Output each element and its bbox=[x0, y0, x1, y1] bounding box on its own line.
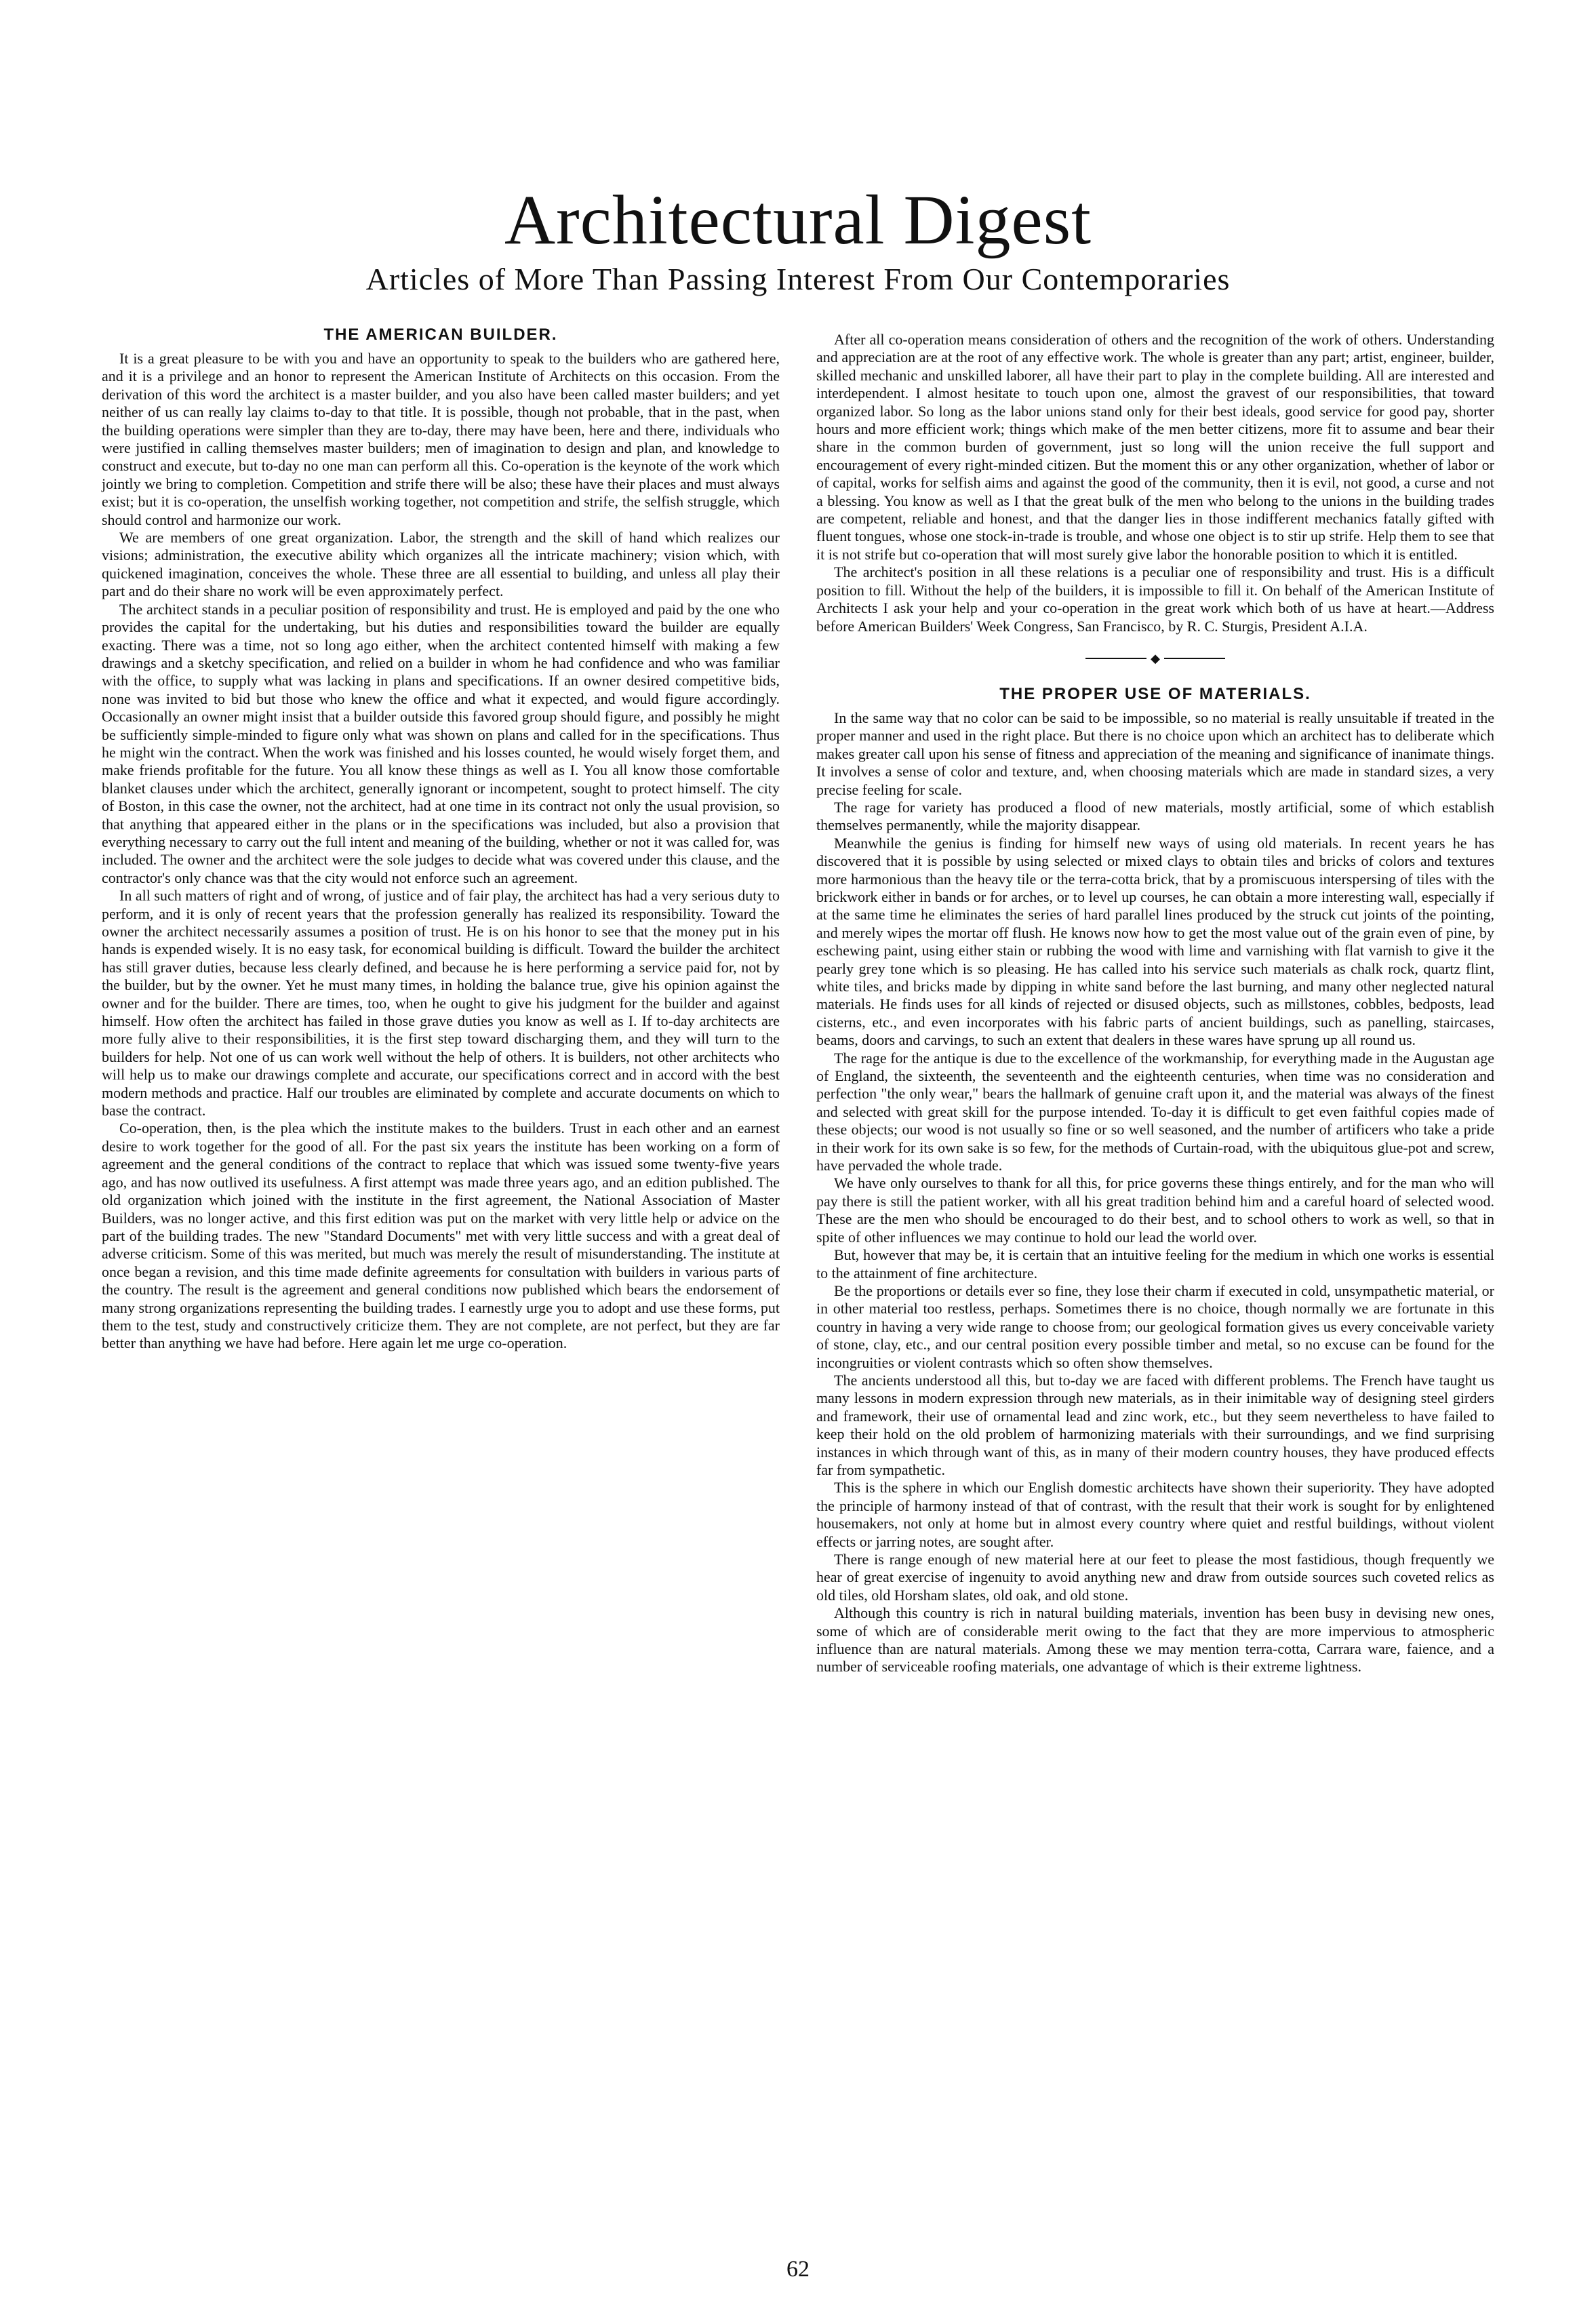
article-paragraph: It is a great pleasure to be with you and have an opportunity to speak to the builders who are gathered here, and it is a privilege and an honor to represent the American Institute of Architects on this occasion. From the derivation of this word the architect is a master builder, and you also have been called master builders; and yet neither of us can really lay claims to-day to that title. It is possible, though not probable, that in the past, when the building operations were simpler than they are to-day, there may have been, here and there, individuals who were justified in calling themselves master builders; men of imagination to design and plan, and knowledge to construct and execute, but to-day no one man can perform all this. Co-operation is the keynote of the work which jointly we bring to completion. Competition and strife there will be also; these have their places and must always exist; but it is co-operation, the unselfish working together, not competition and strife, the selfish struggle, which should control and harmonize our work. bbox=[102, 350, 780, 528]
right-column bbox=[816, 331, 1494, 1676]
article-paragraph: Meanwhile the genius is finding for himself new ways of using old materials. In recent years he has discovered that it is possible by using selected or mixed clays to obtain tiles and bricks of colors and textures more harmonious than the heavy tile or the terra-cotta brick, that by a promiscuous interspersing of tiles with the brickwork either in bands or for arches, or to level up courses, he can obtain a more interesting wall, especially if at the same time he eliminates the series of hard parallel lines produced by the struck cut joints of the pointing, and merely wipes the mortar off flush. He knows now how to get the most value out of the grain even of pine, by eschewing paint, using either stain or rubbing the wood with lime and varnishing with flat varnish to give it the pearly grey tone which is so pleasing. He has called into his service such materials as chalk rock, quartz flint, white tiles, and bricks made by dipping in white sand before the last burning, and many other neglected natural materials. He finds uses for all kinds of rejected or disused objects, such as millstones, cobbles, bedposts, lead cisterns, etc., and even incorporates with his fabric parts of ancient buildings, such as panelling, staircases, beams, doors and carvings, to such an extent that dealers in these wares have sprung up all round us. bbox=[816, 834, 1494, 1049]
article-paragraph: In the same way that no color can be said to be impossible, so no material is really unsuitable if treated in the proper manner and used in the right place. But there is no choice upon which an architect has to deliberate which makes greater call upon his sense of fitness and appreciation of the meaning and significance of inanimate things. It involves a sense of color and texture, and, when choosing materials which are made in standard sizes, a very precise feeling for scale. bbox=[816, 709, 1494, 798]
article-paragraph: There is range enough of new material here at our feet to please the most fastidious, though frequently we hear of great exercise of ingenuity to avoid anything new and draw from outside sources such coveted relics as old tiles, old Horsham slates, old oak, and old stone. bbox=[816, 1551, 1494, 1604]
article-paragraph: We are members of one great organization. Labor, the strength and the skill of hand which realizes our visions; administration, the executive ability which organizes all the intricate machinery; vision which, with quickened imagination, conceives the whole. These three are all essential to building, and unless all play their part and do their share no work will be even approximately perfect. bbox=[102, 529, 780, 600]
page-title: Architectural Digest bbox=[504, 181, 1092, 259]
article-paragraph: Co-operation, then, is the plea which the institute makes to the builders. Trust in each other and an earnest desire to work together for the good of all. For the past six years the institute has been working on a form of agreement and the general conditions of the contract to replace that which was issued some twenty-five years ago, and has now outlived its usefulness. A first attempt was made three years ago, and an edition published. The old organization which joined with the institute in the first agreement, the National Association of Master Builders, was no longer active, and this first edition was put on the market with very little help or advice on the part of the building trades. The new "Standard Documents" met with very little success and with a great deal of adverse criticism. Some of this was merited, but much was merely the result of misunderstanding. The institute at once began a revision, and this time made definite agreements for consultation with builders in various parts of the country. The result is the agreement and general conditions now published which bears the endorsement of many strong organizations representing the building trades. I earnestly urge you to adopt and use these forms, put them to the test, study and constructively criticize them. They are not complete, are not perfect, but they are far better than anything we have had before. Here again let me urge co-operation. bbox=[102, 1120, 780, 1352]
article-paragraph: After all co-operation means consideration of others and the recognition of the work of others. Understanding and appreciation are at the root of any effective work. The whole is greater than any part; artist, engineer, builder, skilled mechanic and unskilled laborer, all have their part to play in the complete building. All are interested and interdependent. I almost hesitate to touch upon one, almost the gravest of our responsibilities, that toward organized labor. So long as the labor unions stand only for their best ideals, good service for good pay, shorter hours and more efficient work; things which make of the men better citizens, more fit to assume and bear their share in the common burden of government, just so long will the union receive the full support and encouragement of every right-minded citizen. But the moment this or any other organization, whether of labor or of capital, works for selfish aims and against the good of the community, then it is evil, not good, a curse and not a blessing. You know as well as I that the great bulk of the men who belong to the unions in the building trades are competent, reliable and honest, and that the danger lies in those indifferent mechanics fatally gifted with fluent tongues, whose one stock-in-trade is trouble, and whose one object is to stir up strife. Help them to see that it is not strife but co-operation that will most surely give labor the honorable position to which it is entitled. bbox=[816, 331, 1494, 563]
article-paragraph: The rage for variety has produced a flood of new materials, mostly artificial, some of which establish themselves permanently, while the majority disappear. bbox=[816, 798, 1494, 834]
page-number: 62 bbox=[786, 2257, 810, 2282]
article-paragraph: The rage for the antique is due to the excellence of the workmanship, for everything made in the Augustan age of England, the sixteenth, the seventeenth and the eighteenth centuries, when time was no consideration and perfection "the only wear," bears the hallmark of genuine craft upon it, and the material was always of the finest and selected with great skill for the purpose intended. To-day it is difficult to get even faithful copies made of these objects; our wood is not usually so fine or so well seasoned, and the number of artificers who take a pride in their work for its own sake is so few, for the methods of Curtain-road, with the ubiquitous glue-pot and screw, have pervaded the whole trade. bbox=[816, 1049, 1494, 1174]
article-paragraph: Although this country is rich in natural building materials, invention has been busy in devising new ones, some of which are of considerable merit owing to the fact that they are more impervious to atmospheric influence than are natural materials. Among these we may mention terra-cotta, Carrara ware, faience, and a number of serviceable roofing materials, one advantage of which is their extreme lightness. bbox=[816, 1604, 1494, 1676]
page-subtitle: Articles of More Than Passing Interest From Our Contemporaries bbox=[365, 262, 1231, 297]
masthead bbox=[0, 183, 1596, 297]
article-divider: ◆ bbox=[816, 650, 1494, 666]
article-heading-proper-use-of-materials: THE PROPER USE OF MATERIALS. bbox=[999, 684, 1311, 703]
article-paragraph: We have only ourselves to thank for all this, for price governs these things entirely, and for the man who will pay there is still the patient worker, with all his great tradition behind him and a careful hoard of selected wood. These are the men who should be encouraged to do their best, and to school others to work as well, so that in spite of other influences we may continue to hold our lead the world over. bbox=[816, 1174, 1494, 1246]
article-paragraph: In all such matters of right and of wrong, of justice and of fair play, the architect has had a very serious duty to perform, and it is only of recent years that the profession generally has realized its responsibility. Toward the owner the architect necessarily assumes a position of trust. He is on his honor to see that the money put in his hands is expended wisely. It is no easy task, for economical building is difficult. Toward the builder the architect has still graver duties, because less clearly defined, and because he is here performing a service paid for, not by the builder, but by the owner. Yet he must many times, in holding the balance true, give his opinion against the owner and for the builder. There are times, too, when he ought to give his judgment for the builder and against himself. How often the architect has failed in those grave duties you know as well as I. If to-day architects are more fully alive to their responsibilities, it is the first step toward discharging them, and they will turn to the builders for help. Not one of us can work well without the help of others. It is builders, not other architects who will help us to make our drawings complete and accurate, our specifications correct and in accord with the best modern methods and practice. Half our troubles are eliminated by complete and accurate documents on which to base the contract. bbox=[102, 887, 780, 1120]
article-paragraph: Be the proportions or details ever so fine, they lose their charm if executed in cold, unsympathetic material, or in other material too restless, perhaps. Sometimes there is no choice, though normally we are fortunate in this country in having a very wide range to choose from; our geological formation gives us every conceivable variety of stone, clay, etc., and our central position every possible timber and metal, so no excuse can be found for the incongruities or violent contrasts which so often show themselves. bbox=[816, 1282, 1494, 1371]
article-paragraph: This is the sphere in which our English domestic architects have shown their superiority. They have adopted the principle of harmony instead of that of contrast, with the result that their work is sought for by enlightened housemakers, not only at home but in almost every country where quiet and restful buildings, without violent effects or jarring notes, are sought after. bbox=[816, 1479, 1494, 1550]
left-column bbox=[102, 325, 780, 1353]
article-paragraph: The architect stands in a peculiar position of responsibility and trust. He is employed and paid by the one who provides the capital for the undertaking, but his duties and responsibilities toward the builder are equally exacting. There was a time, not so long ago either, when the architect contented himself with making a few drawings and a sketchy specification, and relied on a builder in whom he had confidence and who was familiar with the office, to supply what was lacking in plans and specifications. If an owner desired competitive bids, none was invited to bid but those who knew the office and what it expected, and would figure accordingly. Occasionally an owner might insist that a builder outside this favored group should figure, and possibly he might be sufficiently simple-minded to figure only what was shown on plans and called for in the specifications. Thus he might win the contract. When the work was finished and his losses counted, he would wisely forget them, and make friends profitable for the future. You all know these things as well as I. You all know those comfortable blanket clauses under which the architect, generally ignorant or incompetent, sought to protect himself. The city of Boston, in this case the owner, not the architect, had at one time in its contract not only the usual provision, so that anything that appeared either in the plans or in the specifications was included, but also a provision that everything necessary to carry out the full intent and meaning of the building, whether or not it was called for, was included. The owner and the architect were the sole judges to decide what was covered under this clause, and the contractor's only chance was that the city would not enforce such an agreement. bbox=[102, 600, 780, 886]
article-paragraph: The architect's position in all these relations is a peculiar one of responsibility and trust. His is a difficult position to fill. Without the help of the builders, it is impossible to fill it. On behalf of the American Institute of Architects I ask your help and your co-operation in the great work which both of us have at heart.—Address before American Builders' Week Congress, San Francisco, by R. C. Sturgis, President A.I.A. bbox=[816, 563, 1494, 635]
article-heading-american-builder: THE AMERICAN BUILDER. bbox=[323, 325, 558, 344]
article-paragraph: But, however that may be, it is certain that an intuitive feeling for the medium in which one works is essential to the attainment of fine architecture. bbox=[816, 1246, 1494, 1282]
article-paragraph: The ancients understood all this, but to-day we are faced with different problems. The French have taught us many lessons in modern expression through new materials, as in their inimitable way of designing steel girders and framework, their use of ornamental lead and zinc work, etc., but they seem nevertheless to have failed to keep their hold on the old problem of harmonizing materials with their surroundings, and we find surprising instances in which through want of this, as in many of their modern country houses, they have produced effects far from sympathetic. bbox=[816, 1371, 1494, 1478]
